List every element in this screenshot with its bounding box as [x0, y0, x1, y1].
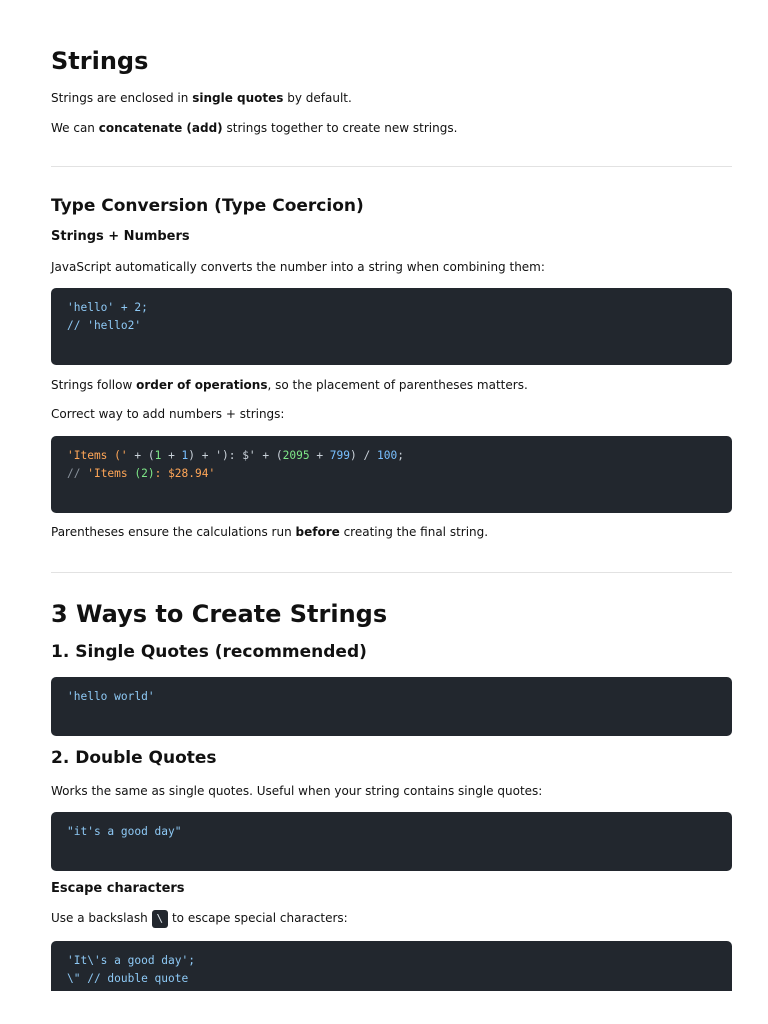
code-token: ) / [350, 449, 377, 462]
code-line: 'hello' + 2; [67, 301, 148, 314]
text: , so the placement of parentheses matters. [267, 378, 528, 392]
subheading-escape-characters: Escape characters [51, 881, 185, 896]
code-token: '): $' [215, 449, 256, 462]
code-line: // 'hello2' [67, 319, 142, 332]
bold-text: single quotes [192, 91, 284, 105]
code-block-hello-world [51, 677, 732, 736]
bold-text: order of operations [136, 378, 268, 392]
heading-double-quotes: 2. Double Quotes [51, 748, 217, 768]
code-line [67, 447, 716, 465]
text: creating the final string. [339, 525, 489, 539]
paragraph-backslash [51, 910, 732, 928]
code-token: (2) [134, 467, 155, 480]
code-line [67, 465, 716, 483]
text: to escape special characters: [168, 911, 348, 925]
code-line: 'It\'s a good day'; [67, 954, 195, 967]
code-token: 1 [154, 449, 162, 462]
code-token: 2095 [282, 449, 310, 462]
code-token: // [67, 467, 88, 480]
text: Parentheses ensure the calculations run [51, 525, 296, 539]
text: We can [51, 121, 99, 135]
code-token: + [309, 449, 330, 462]
code-token: ; [397, 449, 404, 462]
heading-type-conversion: Type Conversion (Type Coercion) [51, 196, 364, 216]
code-token: : $28.94' [154, 467, 216, 480]
code-token: 100 [376, 449, 398, 462]
paragraph-concatenate [51, 120, 732, 137]
divider [51, 572, 732, 573]
paragraph-works-same: Works the same as single quotes. Useful when your string contains single quotes: [51, 784, 543, 798]
code-token: 1 [181, 449, 189, 462]
bold-text: before [295, 525, 340, 539]
paragraph-single-quotes [51, 90, 732, 107]
heading-single-quotes: 1. Single Quotes (recommended) [51, 642, 367, 662]
code-token: + [161, 449, 182, 462]
code-block-good-day [51, 812, 732, 871]
code-block-hello [51, 288, 732, 365]
inline-code: \ [152, 910, 169, 928]
text: Strings are enclosed in [51, 91, 193, 105]
heading-strings: Strings [51, 47, 149, 75]
divider [51, 166, 732, 167]
code-token: 799 [329, 449, 351, 462]
code-line: "it's a good day" [67, 825, 182, 838]
code-line: 'hello world' [67, 690, 155, 703]
paragraph-parentheses [51, 524, 732, 541]
code-token: + ( [255, 449, 283, 462]
code-token: + ( [127, 449, 155, 462]
subheading-strings-numbers: Strings + Numbers [51, 229, 190, 244]
code-block-items [51, 436, 732, 513]
code-token: ) + [188, 449, 216, 462]
heading-3-ways: 3 Ways to Create Strings [51, 600, 388, 628]
paragraph-correct-way: Correct way to add numbers + strings: [51, 407, 285, 421]
text: strings together to create new strings. [222, 121, 458, 135]
text: by default. [283, 91, 352, 105]
code-token: 'Items (' [67, 449, 128, 462]
bold-text: concatenate (add) [98, 121, 223, 135]
paragraph-auto-convert: JavaScript automatically converts the number into a string when combining them: [51, 260, 545, 274]
code-line: \" // double quote [67, 972, 189, 985]
text: Strings follow [51, 378, 137, 392]
text: Use a backslash [51, 911, 152, 925]
code-token: 'Items [87, 467, 135, 480]
paragraph-order-of-operations [51, 377, 732, 394]
code-block-escape [51, 941, 732, 991]
